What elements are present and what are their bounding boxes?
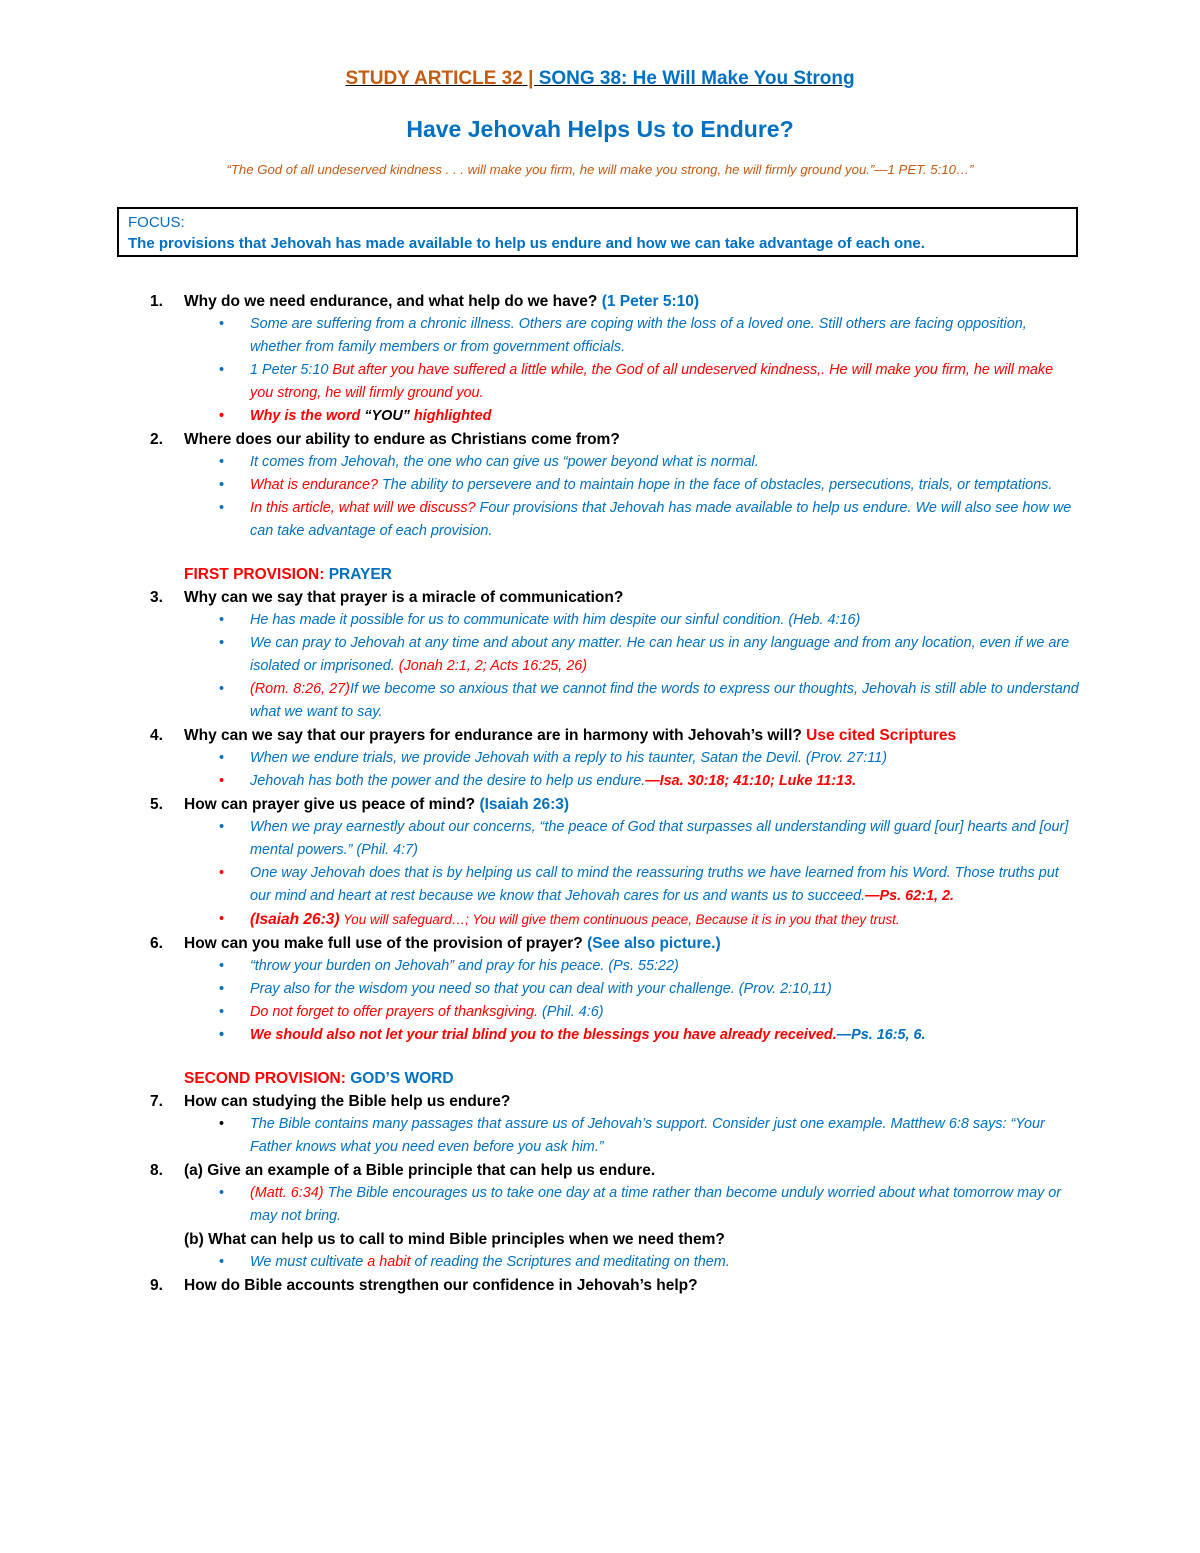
bullet-icon: • [219, 750, 225, 766]
bullet-icon: • [219, 1254, 225, 1270]
answer-text: When we pray earnestly about our concerns, “the peace of God that surpasses all understanding will guard [our] hearts and [our] mental powers.” (Phil. 4:7) [250, 819, 1069, 858]
question-text: Why can we say that our prayers for endurance are in harmony with Jehovah’s will? [184, 727, 802, 744]
section-label: SECOND PROVISION: [184, 1070, 351, 1087]
list-item [219, 955, 1080, 978]
section-name: GOD’S WORD [350, 1070, 454, 1087]
bullet-icon: • [219, 773, 225, 789]
bullet-icon: • [219, 1116, 225, 1132]
scripture-ref: (Phil. 4:6) [537, 1004, 604, 1020]
answer-text: “throw your burden on Jehovah” and pray for his peace. (Ps. 55:22) [250, 958, 679, 974]
song-title: He Will Make You Strong [627, 68, 855, 89]
question-1 [150, 290, 1080, 313]
list-item [219, 908, 1080, 932]
answer-text: Four provisions that Jehovah has made available to help us endure. We will also see how we can take advantage of each provision. [250, 500, 1072, 539]
scripture-text: You will safeguard…; You will give them continuous peace, Because it is in you that they trust. [339, 912, 900, 927]
answer-list [150, 1182, 1080, 1228]
answer-list [150, 451, 1080, 543]
answer-list [150, 1251, 1080, 1274]
question-number: 6. [150, 935, 163, 952]
question-text: Why do we need endurance, and what help do we have? [184, 293, 598, 310]
sub-question: What is endurance? [250, 477, 378, 493]
list-item [219, 978, 1080, 1001]
bullet-icon: • [219, 865, 225, 881]
question-number: 1. [150, 293, 163, 310]
list-item [219, 609, 1080, 632]
list-item [219, 632, 1080, 678]
question-text: How can you make full use of the provision of prayer? [184, 935, 583, 952]
section-name: PRAYER [328, 566, 392, 583]
question-8b: (b) What can help us to call to mind Bible principles when we need them? [184, 1231, 725, 1248]
bullet-icon: • [219, 316, 225, 332]
question-2 [150, 428, 1080, 451]
question-text: Why can we say that prayer is a miracle of communication? [184, 589, 624, 606]
song-number: SONG 38: [538, 68, 628, 89]
scripture-ref: (Isaiah 26:3) [475, 796, 570, 813]
bullet-icon: • [219, 958, 225, 974]
bullet-icon: • [219, 1004, 225, 1020]
question-number: 5. [150, 796, 163, 813]
article-header [0, 68, 1200, 90]
bullet-icon: • [219, 911, 225, 927]
scripture-ref: (Isaiah 26:3) [250, 911, 340, 928]
answer-text: Do not forget to offer prayers of thanksgiving. [250, 1004, 538, 1020]
bullet-icon: • [219, 454, 225, 470]
question-4 [150, 724, 1080, 747]
scripture-ref: (Jonah 2:1, 2; Acts 16:25, 26) [394, 658, 588, 674]
question-9 [150, 1274, 1080, 1297]
answer-text: Pray also for the wisdom you need so that you can deal with your challenge. (Prov. 2:10,11) [250, 981, 832, 997]
answer-list [150, 313, 1080, 428]
section-heading-prayer [150, 563, 1080, 586]
bullet-icon: • [219, 362, 225, 378]
instruction-note: Use cited Scriptures [801, 727, 957, 744]
bullet-icon: • [219, 500, 225, 516]
question-number: 9. [150, 1277, 163, 1294]
answer-text: The Bible encourages us to take one day at a time rather than become unduly worried about what tomorrow may or may not bring. [250, 1185, 1062, 1224]
theme-scripture: “The God of all undeserved kindness . . . will make you firm, he will make you strong, he will firmly ground you.”—1 PET. 5:10…” [226, 162, 974, 177]
question-6 [150, 932, 1080, 955]
bullet-icon: • [219, 981, 225, 997]
list-item [219, 1251, 1080, 1274]
bullet-icon: • [219, 612, 225, 628]
question-number: 8. [150, 1162, 163, 1179]
bullet-icon: • [219, 408, 225, 424]
answer-text: It comes from Jehovah, the one who can give us “power beyond what is normal. [250, 454, 759, 470]
scripture-text: But after you have suffered a little while, the God of all undeserved kindness,. He will make you firm, he will make you strong, he will firmly ground you. [250, 362, 1054, 401]
answer-text: Why is the word [250, 408, 365, 424]
answer-text: highlighted [409, 408, 492, 424]
article-title: Have Jehovah Helps Us to Endure? [406, 116, 794, 142]
scripture-ref: —Isa. 30:18; 41:10; Luke 11:13. [645, 773, 857, 789]
list-item [219, 770, 1080, 793]
bullet-icon: • [219, 635, 225, 651]
question-text: Where does our ability to endure as Christians come from? [184, 431, 620, 448]
answer-list [150, 609, 1080, 724]
answer-list [150, 955, 1080, 1047]
answer-text: We should also not let your trial blind you to the blessings you have already received. [250, 1027, 837, 1043]
section-heading-gods-word [150, 1067, 1080, 1090]
list-item [219, 359, 1080, 405]
list-item [219, 405, 1080, 428]
bullet-icon: • [219, 477, 225, 493]
highlighted-word: “YOU” [364, 408, 410, 424]
answer-text: The ability to persevere and to maintain hope in the face of obstacles, persecutions, trials, or temptations. [378, 477, 1053, 493]
scripture-ref: (Matt. 6:34) [250, 1185, 324, 1201]
answer-list [150, 747, 1080, 793]
list-item [219, 816, 1080, 862]
bullet-icon: • [219, 1027, 225, 1043]
list-item [219, 678, 1080, 724]
question-text: How can studying the Bible help us endure? [184, 1093, 511, 1110]
list-item [219, 1113, 1080, 1159]
question-3 [150, 586, 1080, 609]
bullet-icon: • [219, 819, 225, 835]
list-item [219, 1182, 1080, 1228]
list-item [219, 451, 1080, 474]
scripture-ref: (Rom. 8:26, 27) [250, 681, 350, 697]
answer-text: He has made it possible for us to communicate with him despite our sinful condition. (Heb. 4:16) [250, 612, 861, 628]
focus-box [117, 207, 1078, 257]
sub-question: In this article, what will we discuss? [250, 500, 476, 516]
list-item [219, 747, 1080, 770]
list-item [219, 862, 1080, 908]
study-questions [150, 290, 1080, 1297]
section-label: FIRST PROVISION: [184, 566, 329, 583]
answer-list [150, 1113, 1080, 1159]
bullet-icon: • [219, 1185, 225, 1201]
question-5 [150, 793, 1080, 816]
question-number: 3. [150, 589, 163, 606]
list-item [219, 313, 1080, 359]
scripture-ref: —Ps. 16:5, 6. [836, 1027, 926, 1043]
question-8 [150, 1159, 1080, 1182]
picture-ref: (See also picture.) [582, 935, 721, 952]
list-item [219, 1024, 1080, 1047]
focus-label: FOCUS: [128, 214, 185, 231]
question-text: How do Bible accounts strengthen our confidence in Jehovah’s help? [184, 1277, 698, 1294]
highlighted-phrase: a habit [367, 1254, 411, 1270]
answer-list [150, 816, 1080, 932]
question-text: (a) Give an example of a Bible principle that can help us endure. [184, 1162, 656, 1179]
question-number: 4. [150, 727, 163, 744]
answer-text: When we endure trials, we provide Jehovah with a reply to his taunter, Satan the Devil. (Prov. 27:11) [250, 750, 887, 766]
answer-text: One way Jehovah does that is by helping us call to mind the reassuring truths we have learned from his Word. Those truths put our mind and heart at rest because we know that Jehovah cares for us and wants us to succeed. [250, 865, 1059, 904]
list-item [219, 497, 1080, 543]
answer-text: We must cultivate [250, 1254, 368, 1270]
answer-text: The Bible contains many passages that assure us of Jehovah’s support. Consider just one example. Matthew 6:8 says: “Your Father knows what you need even before you ask him.” [250, 1116, 1045, 1155]
header-separator: | [522, 68, 539, 89]
list-item [219, 474, 1080, 497]
question-number: 2. [150, 431, 163, 448]
answer-text: Some are suffering from a chronic illness. Others are coping with the loss of a loved one. Still others are facing opposition, whether from family members or from government officials. [250, 316, 1027, 355]
bullet-icon: • [219, 681, 225, 697]
scripture-ref: —Ps. 62:1, 2. [865, 888, 954, 904]
question-7 [150, 1090, 1080, 1113]
question-number: 7. [150, 1093, 163, 1110]
study-article-label: STUDY ARTICLE 32 [345, 68, 523, 89]
answer-text: If we become so anxious that we cannot find the words to express our thoughts, Jehovah is still able to understand what we want to say. [250, 681, 1079, 720]
answer-text: of reading the Scriptures and meditating on them. [410, 1254, 730, 1270]
list-item [219, 1001, 1080, 1024]
scripture-ref: (1 Peter 5:10) [597, 293, 700, 310]
scripture-ref: 1 Peter 5:10 [250, 362, 329, 378]
focus-text: The provisions that Jehovah has made available to help us endure and how we can take advantage of each one. [128, 235, 925, 252]
question-text: How can prayer give us peace of mind? [184, 796, 476, 813]
answer-text: Jehovah has both the power and the desire to help us endure. [250, 773, 646, 789]
answer-text: We can pray to Jehovah at any time and about any matter. He can hear us in any language and from any location, even if we are isolated or imprisoned. [250, 635, 1070, 674]
